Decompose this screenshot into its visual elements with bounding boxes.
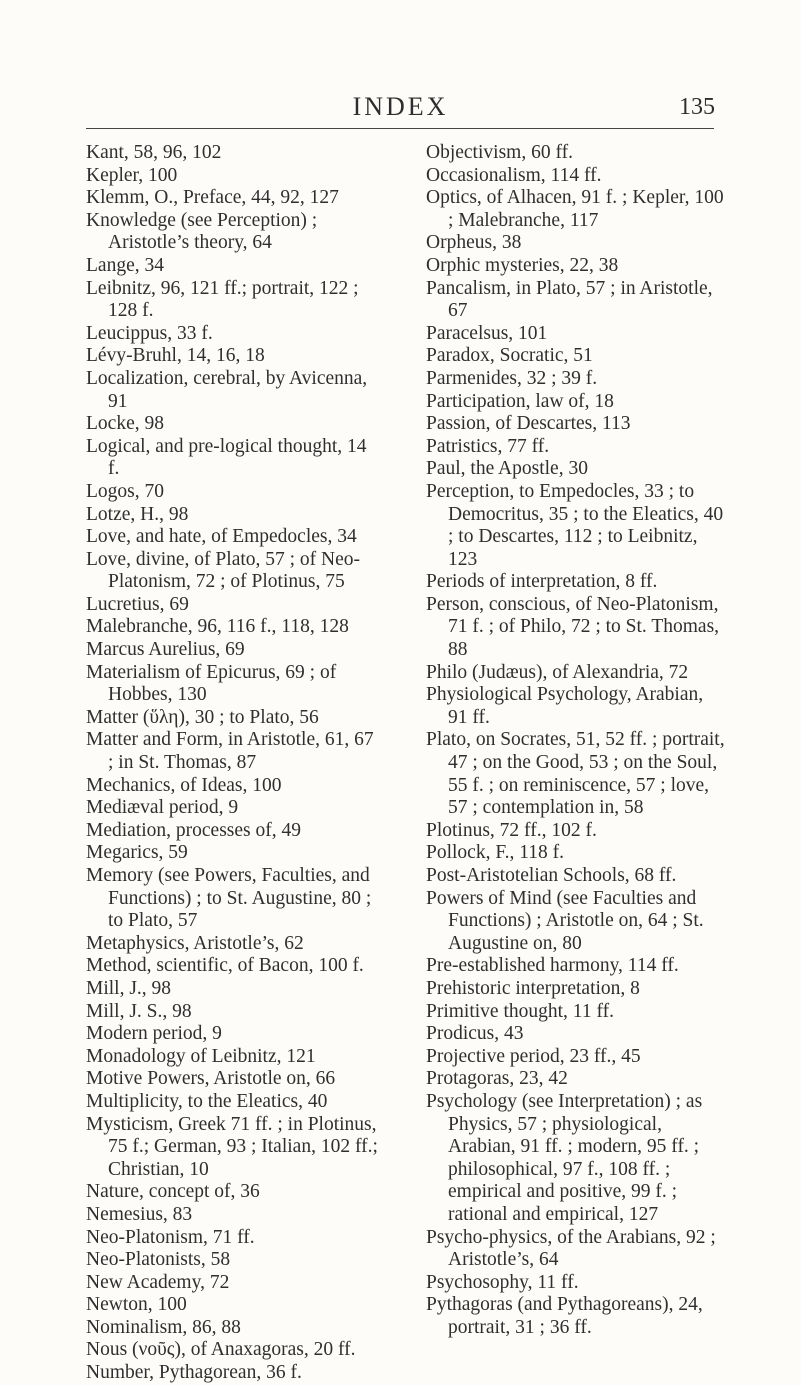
index-entry: Pollock, F., 118 f. <box>426 842 565 864</box>
index-entry: Patristics, 77 ff. <box>426 435 550 457</box>
index-entry: Periods of interpretation, 8 ff. <box>426 571 658 593</box>
index-entry: Malebranche, 96, 116 f., 118, 128 <box>86 616 349 638</box>
index-entry: Megarics, 59 <box>86 842 188 864</box>
index-entry: Metaphysics, Aristotle’s, 62 <box>86 932 304 954</box>
index-entry: Prodicus, 43 <box>426 1023 524 1045</box>
index-entry: Logos, 70 <box>86 480 164 502</box>
index-entry: Nemesius, 83 <box>86 1203 193 1225</box>
index-entry: Logical, and pre-logical thought, 14 f. <box>86 435 367 480</box>
index-entry: Nature, concept of, 36 <box>86 1181 260 1203</box>
index-entry: Localization, cerebral, by Avicenna, 91 <box>86 367 368 412</box>
index-entry: Protagoras, 23, 42 <box>426 1068 568 1090</box>
index-entry: Projective period, 23 ff., 45 <box>426 1045 641 1067</box>
index-entry: Post-Aristotelian Schools, 68 ff. <box>426 865 677 886</box>
index-entry: Paracelsus, 101 <box>426 322 548 344</box>
index-entry: Materialism of Epicurus, 69 ; of Hobbes, 130 <box>86 661 337 706</box>
header-rule <box>86 128 714 129</box>
index-entry: Matter and Form, in Aristotle, 61, 67 ; in St. Thomas, 87 <box>86 729 374 774</box>
index-entry: Pancalism, in Plato, 57 ; in Aristotle, 67 <box>426 277 713 322</box>
index-entry: Lucretius, 69 <box>86 593 189 615</box>
index-entry: Optics, of Alhacen, 91 f. ; Kepler, 100 ; Malebranche, 117 <box>426 187 724 231</box>
index-entry: Orphic mysteries, 22, 38 <box>426 254 619 276</box>
index-entry: Mechanics, of Ideas, 100 <box>86 774 282 796</box>
index-entry: Kant, 58, 96, 102 <box>86 142 222 163</box>
page-header <box>0 92 801 132</box>
index-entry: Mediæval period, 9 <box>86 797 239 819</box>
page-number: 135 <box>679 94 715 120</box>
index-entry: Objectivism, 60 ff. <box>426 142 573 163</box>
index-entry: Love, divine, of Plato, 57 ; of Neo-Platonism, 72 ; of Plotinus, 75 <box>86 548 361 593</box>
index-entry: Mill, J. S., 98 <box>86 1000 192 1022</box>
index-entry: Marcus Aurelius, 69 <box>86 639 245 661</box>
index-entry: Physiological Psychology, Arabian, 91 ff. <box>426 684 704 728</box>
index-entry: Paul, the Apostle, 30 <box>426 458 588 480</box>
index-entry: Powers of Mind (see Faculties and Functions) ; Aristotle on, 64 ; St. Augustine on, 80 <box>426 887 704 954</box>
index-entry: Monadology of Leibnitz, 121 <box>86 1045 316 1067</box>
index-entry: Plotinus, 72 ff., 102 f. <box>426 819 597 841</box>
index-entry: Lange, 34 <box>86 254 164 276</box>
index-entry: Mill, J., 98 <box>86 977 172 999</box>
index-entry: Klemm, O., Preface, 44, 92, 127 <box>86 187 339 209</box>
index-entry: Primitive thought, 11 ff. <box>426 1000 614 1022</box>
index-entry: Newton, 100 <box>86 1294 187 1316</box>
index-entry: Neo-Platonists, 58 <box>86 1249 231 1271</box>
index-entry: Mysticism, Greek 71 ff. ; in Plotinus, 75 f.; German, 93 ; Italian, 102 ff.; Christian, 10 <box>86 1113 378 1180</box>
index-entry: Orpheus, 38 <box>426 232 522 254</box>
index-entry: Locke, 98 <box>86 413 164 435</box>
index-entry: Psychosophy, 11 ff. <box>426 1271 579 1293</box>
index-entry: Nous (νοῦς), of Anaxagoras, 20 ff. <box>86 1339 356 1361</box>
index-entry: Matter (ὕλη), 30 ; to Plato, 56 <box>86 706 319 728</box>
index-entry: Plato, on Socrates, 51, 52 ff. ; portrait, 47 ; on the Good, 53 ; on the Soul, 55 f. ; on reminiscence, 57 ; love, 57 ; contemplation in, 58 <box>426 729 725 819</box>
index-entry: Philo (Judæus), of Alexandria, 72 <box>426 661 689 683</box>
index-entry: Multiplicity, to the Eleatics, 40 <box>86 1090 328 1112</box>
index-entry: Lévy-Bruhl, 14, 16, 18 <box>86 345 265 367</box>
index-entry: Parmenides, 32 ; 39 f. <box>426 367 598 389</box>
index-entry: Participation, law of, 18 <box>426 390 614 412</box>
index-entry: Psychology (see Interpretation) ; as Physics, 57 ; physiological, Arabian, 91 ff. ; modern, 95 ff. ; philosophical, 97 f., 108 ff. ; empirical and positive, 99 f. ; rational and empirical, 127 <box>426 1090 703 1225</box>
index-entry: Method, scientific, of Bacon, 100 f. <box>86 955 364 977</box>
index-entry: Prehistoric interpretation, 8 <box>426 977 640 999</box>
index-entry: Neo-Platonism, 71 ff. <box>86 1226 255 1248</box>
index-entry: Leibnitz, 96, 121 ff.; portrait, 122 ; 128 f. <box>86 277 359 322</box>
index-entry: Number, Pythagorean, 36 f. <box>86 1362 302 1384</box>
index-entry: Psycho-physics, of the Arabians, 92 ; Aristotle’s, 64 <box>426 1226 716 1271</box>
index-entry: Pre-established harmony, 114 ff. <box>426 955 679 977</box>
index-entry: Pythagoras (and Pythagoreans), 24, portrait, 31 ; 36 ff. <box>426 1294 703 1338</box>
index-column-left <box>86 142 382 1385</box>
index-entry: New Academy, 72 <box>86 1271 230 1293</box>
index-column-right <box>426 142 726 1339</box>
index-entry: Leucippus, 33 f. <box>86 322 213 344</box>
index-entry: Occasionalism, 114 ff. <box>426 164 602 186</box>
index-entry: Love, and hate, of Empedocles, 34 <box>86 526 357 548</box>
index-entry: Motive Powers, Aristotle on, 66 <box>86 1068 336 1090</box>
index-entry: Memory (see Powers, Faculties, and Functions) ; to St. Augustine, 80 ; to Plato, 57 <box>86 865 372 932</box>
index-entry: Lotze, H., 98 <box>86 503 189 525</box>
index-entry: Perception, to Empedocles, 33 ; to Democritus, 35 ; to the Eleatics, 40 ; to Descartes, 112 ; to Leibnitz, 123 <box>426 480 724 570</box>
index-entry: Nominalism, 86, 88 <box>86 1316 241 1338</box>
index-entry: Paradox, Socratic, 51 <box>426 345 593 367</box>
index-entry: Person, conscious, of Neo-Platonism, 71 f. ; of Philo, 72 ; to St. Thomas, 88 <box>426 593 720 661</box>
running-title: INDEX <box>352 92 449 121</box>
index-entry: Mediation, processes of, 49 <box>86 819 301 841</box>
index-entry: Passion, of Descartes, 113 <box>426 413 631 435</box>
index-entry: Knowledge (see Perception) ; Aristotle’s theory, 64 <box>86 209 318 254</box>
index-entry: Kepler, 100 <box>86 164 178 186</box>
index-entry: Modern period, 9 <box>86 1023 222 1045</box>
